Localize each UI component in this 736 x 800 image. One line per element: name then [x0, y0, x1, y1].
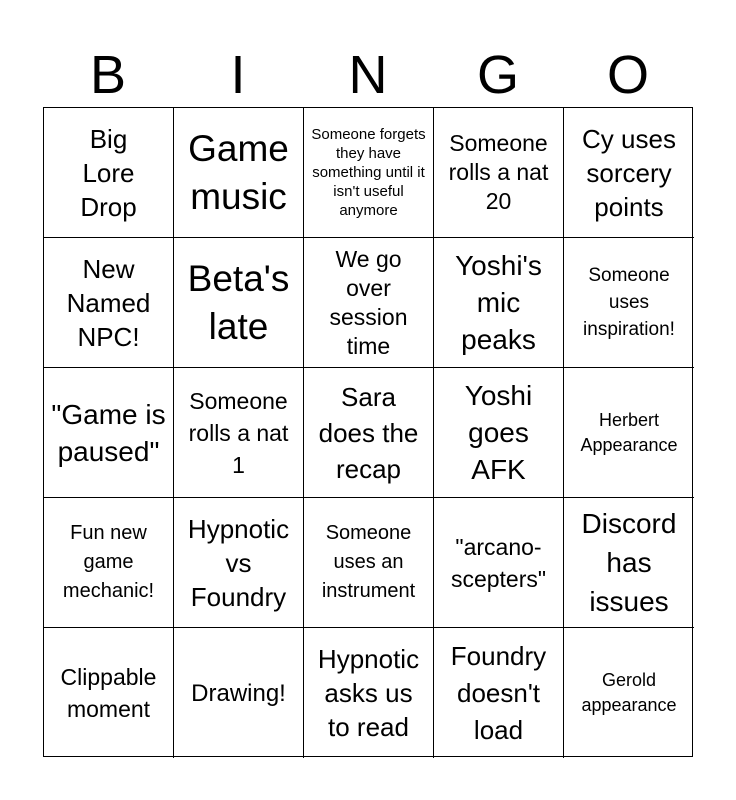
cell-text: Someone uses an instrument [321, 522, 416, 602]
bingo-cell[interactable] [564, 108, 694, 238]
bingo-cell[interactable] [564, 368, 694, 498]
cell-text: Big Lore Drop [80, 123, 137, 222]
cell-text: Gerold appearance [581, 670, 677, 715]
cell-text: Beta's late [187, 257, 290, 347]
cell-text: "Game is paused" [51, 398, 166, 467]
cell-text: Drawing! [191, 679, 286, 707]
header-letter-o: O [606, 45, 649, 105]
bingo-cell[interactable] [434, 628, 564, 758]
cell-text: Yoshi goes AFK [464, 380, 533, 485]
cell-text: Someone forgets they have something until it isn't useful anymore [311, 126, 426, 219]
cell-text: Someone uses inspiration! [583, 265, 675, 340]
bingo-cell[interactable] [174, 238, 304, 368]
bingo-header [43, 42, 693, 108]
cell-text: "arcano-scepters" [450, 533, 547, 592]
bingo-cell[interactable] [564, 238, 694, 368]
bingo-cell[interactable] [174, 628, 304, 758]
cell-text: Herbert Appearance [580, 409, 678, 455]
bingo-cell[interactable] [434, 498, 564, 628]
bingo-cell[interactable] [434, 238, 564, 368]
bingo-cell[interactable] [174, 368, 304, 498]
bingo-cell[interactable] [44, 108, 174, 238]
cell-text: New Named NPC! [66, 253, 151, 352]
bingo-cell[interactable] [174, 108, 304, 238]
bingo-cell[interactable] [44, 368, 174, 498]
cell-text: Sara does the recap [318, 381, 419, 484]
cell-text: Foundry doesn't load [450, 640, 547, 745]
cell-text: Someone rolls a nat 1 [188, 387, 289, 478]
bingo-cell[interactable] [304, 498, 434, 628]
bingo-cell[interactable] [304, 628, 434, 758]
header-letter-i: I [230, 45, 246, 105]
bingo-cell[interactable] [434, 108, 564, 238]
cell-text: Someone rolls a nat 20 [448, 130, 549, 214]
bingo-cell[interactable] [564, 628, 694, 758]
bingo-cell[interactable] [174, 498, 304, 628]
cell-text: Clippable moment [60, 664, 157, 722]
cell-text: Fun new game mechanic! [62, 522, 155, 602]
cell-text: Cy uses sorcery points [582, 123, 676, 222]
bingo-board [43, 107, 693, 757]
cell-text: Game music [188, 127, 289, 217]
bingo-cell[interactable] [304, 368, 434, 498]
bingo-cell[interactable] [44, 498, 174, 628]
cell-text: We go over session time [329, 245, 408, 359]
bingo-cell[interactable] [304, 108, 434, 238]
header-letter-g: G [476, 45, 519, 105]
cell-text: Discord has issues [581, 508, 677, 617]
bingo-cell[interactable] [434, 368, 564, 498]
header-letter-n: N [348, 45, 388, 105]
cell-text: Yoshi's mic peaks [455, 250, 542, 355]
header-letter-b: B [89, 45, 127, 105]
bingo-cell[interactable] [304, 238, 434, 368]
cell-text: Hypnotic vs Foundry [187, 513, 290, 612]
bingo-cell[interactable] [44, 628, 174, 758]
bingo-cell[interactable] [44, 238, 174, 368]
cell-text: Hypnotic asks us to read [317, 644, 420, 742]
bingo-cell[interactable] [564, 498, 694, 628]
